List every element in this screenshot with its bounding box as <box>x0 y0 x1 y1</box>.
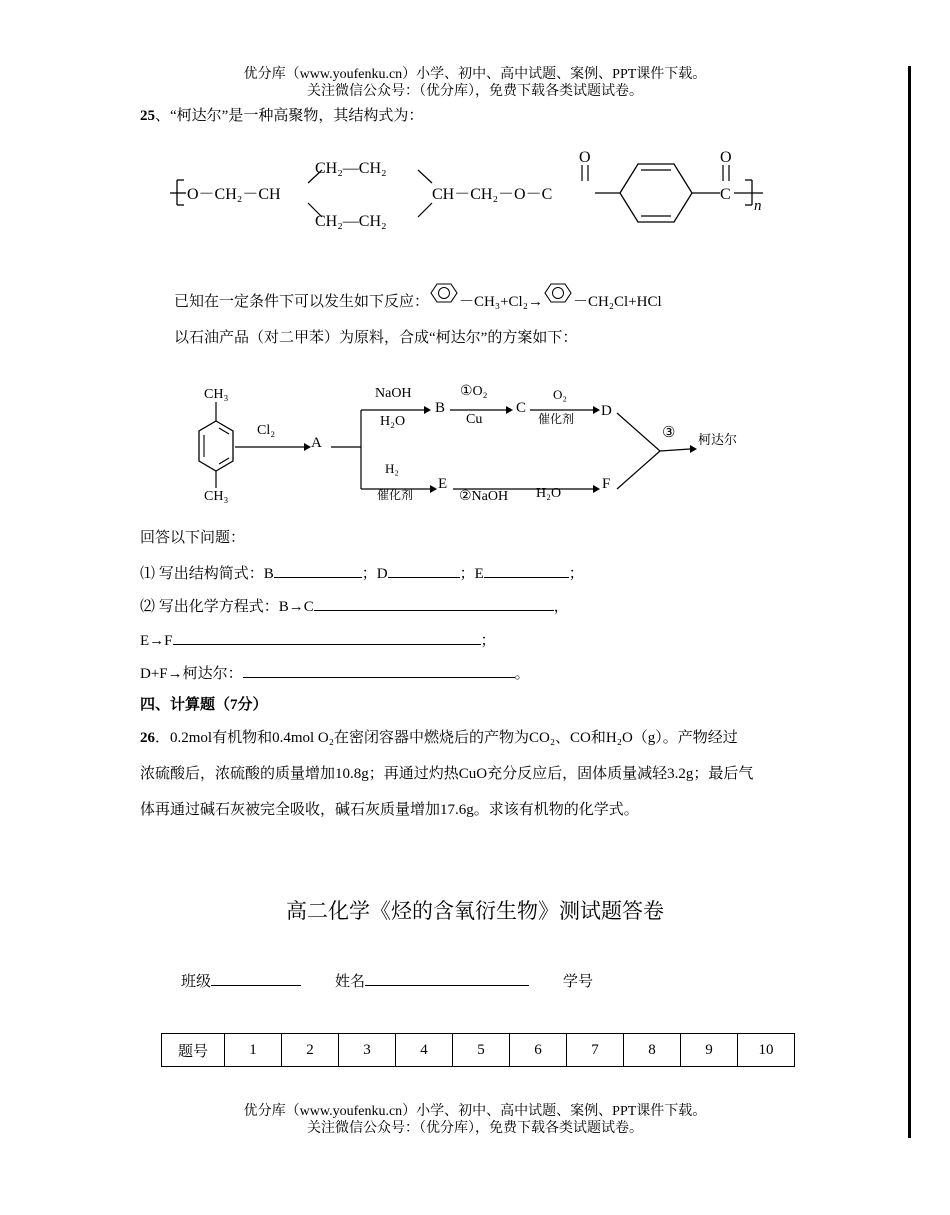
blank-e-to-f[interactable] <box>173 629 481 645</box>
scheme-naoh: NaOH <box>375 386 412 401</box>
header-line-2: 关注微信公众号：（优分库），免费下载各类试题试卷。 <box>307 84 643 99</box>
scheme-o2-1: ①O₂ <box>460 384 488 399</box>
scheme-kodar: 柯达尔 <box>698 432 738 447</box>
header-line-1: 优分库（www.youfenku.cn）小学、初中、高中试题、案例、PPT课件下载。 <box>243 67 707 82</box>
table-number-cell: 2 <box>282 1034 339 1067</box>
answer-table-row <box>162 1034 795 1067</box>
known-reaction <box>174 282 662 312</box>
scheme-F: F <box>602 476 611 492</box>
table-number-cell: 1 <box>225 1034 282 1067</box>
name-blank[interactable] <box>365 970 529 986</box>
arrow-to-kodar <box>660 449 690 451</box>
table-number-cell: 8 <box>624 1034 681 1067</box>
q2-label: ⑵ 写出化学方程式：B→C <box>140 599 314 615</box>
scheme-E: E <box>438 476 448 492</box>
scheme-h2o-2: H₂O <box>536 486 562 501</box>
known-reaction-product: －CH₂Cl+HCl <box>572 294 662 310</box>
q3-label: E→F <box>140 633 173 649</box>
scheme-intro: 以石油产品（对二甲苯）为原料，合成“柯达尔”的方案如下： <box>174 330 578 346</box>
scheme-B: B <box>435 400 446 416</box>
q25-part-1 <box>140 562 584 584</box>
scheme-cu: Cu <box>466 412 483 427</box>
carbonyl-oxygen-2: O <box>720 149 732 166</box>
blank-b-to-c[interactable] <box>314 595 554 611</box>
q26-line-1 <box>140 728 738 748</box>
carbonyl-oxygen-1: O <box>579 149 591 166</box>
synthesis-scheme <box>180 375 780 510</box>
q26-line-2: 浓硫酸后，浓硫酸的质量增加10.8g；再通过灼热CuO充分反应后，固体质量减轻3.2g；最后气 <box>140 766 754 782</box>
table-number-cell: 3 <box>339 1034 396 1067</box>
polymer-left-chain: O－CH₂－CH <box>187 186 281 203</box>
q25-part-4 <box>140 662 530 684</box>
name-label: 姓名 <box>335 974 366 990</box>
blank-d-f-kodar[interactable] <box>243 662 515 678</box>
class-label: 班级 <box>181 974 212 990</box>
scheme-ch3-bottom: CH₃ <box>204 489 229 504</box>
table-number-cell: 4 <box>396 1034 453 1067</box>
q3-end: ； <box>480 633 496 649</box>
scheme-h2o: H₂O <box>380 414 406 429</box>
answer-intro: 回答以下问题： <box>140 530 246 546</box>
scheme-catalyst-2: 催化剂 <box>377 488 414 502</box>
blank-D[interactable] <box>388 562 460 578</box>
q25-part-3 <box>140 629 496 651</box>
benzene-ring <box>620 164 692 222</box>
class-blank[interactable] <box>211 970 301 986</box>
q25-intro <box>140 106 423 126</box>
q1-sep-1: ；D <box>361 566 388 582</box>
footer-line-1: 优分库（www.youfenku.cn）小学、初中、高中试题、案例、PPT课件下载。 <box>243 1104 707 1119</box>
subscript-n: n <box>754 198 762 214</box>
known-reaction-prefix: 已知在一定条件下可以发生如下反应： <box>174 294 430 310</box>
known-reaction-reactant: －CH₃+Cl₂→ <box>459 294 543 310</box>
polymer-structure <box>160 140 780 250</box>
blank-E[interactable] <box>484 562 569 578</box>
answer-table <box>161 1033 795 1067</box>
polymer-end-carbon: C <box>720 186 731 203</box>
scheme-naoh-2: ②NaOH <box>459 489 509 504</box>
q4-label: D+F→柯达尔： <box>140 666 243 682</box>
q26-line-1-text: ．0.2mol有机物和0.4mol O₂在密闭容器中燃烧后的产物为CO₂、CO和H₂O（g）。产物经过 <box>155 730 738 746</box>
table-number-cell: 5 <box>453 1034 510 1067</box>
table-number-cell: 9 <box>681 1034 738 1067</box>
table-number-cell: 10 <box>738 1034 795 1067</box>
scheme-h2: H₂ <box>385 461 399 476</box>
table-number-cell: 7 <box>567 1034 624 1067</box>
answer-sheet-title: 高二化学《烃的含氧衍生物》测试题答卷 <box>286 899 664 923</box>
scheme-o2-2: O₂ <box>553 387 567 402</box>
q1-label: ⑴ 写出结构简式：B <box>140 566 274 582</box>
polymer-right-chain: CH－CH₂－O－C <box>432 186 553 203</box>
right-margin-bar <box>908 66 911 1138</box>
scheme-C: C <box>516 400 527 416</box>
student-id-label: 学号 <box>563 974 594 990</box>
q25-part-2 <box>140 595 569 617</box>
polymer-ring-bottom: CH₂—CH₂ <box>315 213 387 230</box>
q1-sep-2: ；E <box>459 566 484 582</box>
benzene-icon <box>543 282 573 308</box>
table-number-cell: 6 <box>510 1034 567 1067</box>
polymer-ring-top: CH₂—CH₂ <box>315 160 387 177</box>
footer-line-2: 关注微信公众号：（优分库），免费下载各类试题试卷。 <box>307 1121 643 1136</box>
q4-end: 。 <box>514 666 530 682</box>
q2-end: ， <box>553 599 569 615</box>
scheme-cl2: Cl₂ <box>257 423 276 438</box>
scheme-step-3: ③ <box>662 425 676 441</box>
scheme-D: D <box>601 403 612 419</box>
q26-line-3: 体再通过碱石灰被完全吸收，碱石灰质量增加17.6g。求该有机物的化学式。 <box>140 802 639 818</box>
q25-number: 25 <box>140 108 155 124</box>
scheme-catalyst-1: 催化剂 <box>538 412 575 426</box>
q26-number: 26 <box>140 730 155 746</box>
q1-end: ； <box>568 566 584 582</box>
scheme-A: A <box>311 435 322 451</box>
q25-intro-text: 、“柯达尔”是一种高聚物，其结构式为： <box>155 108 424 124</box>
ring-bond-tr <box>418 170 432 183</box>
benzene-icon <box>429 282 459 308</box>
student-info-row <box>181 970 593 992</box>
blank-B[interactable] <box>274 562 362 578</box>
section-4-title: 四、计算题（7分） <box>140 697 268 713</box>
table-header-cell: 题号 <box>162 1034 225 1067</box>
ring-bond-br <box>418 203 432 217</box>
scheme-ch3-top: CH₃ <box>204 387 229 402</box>
